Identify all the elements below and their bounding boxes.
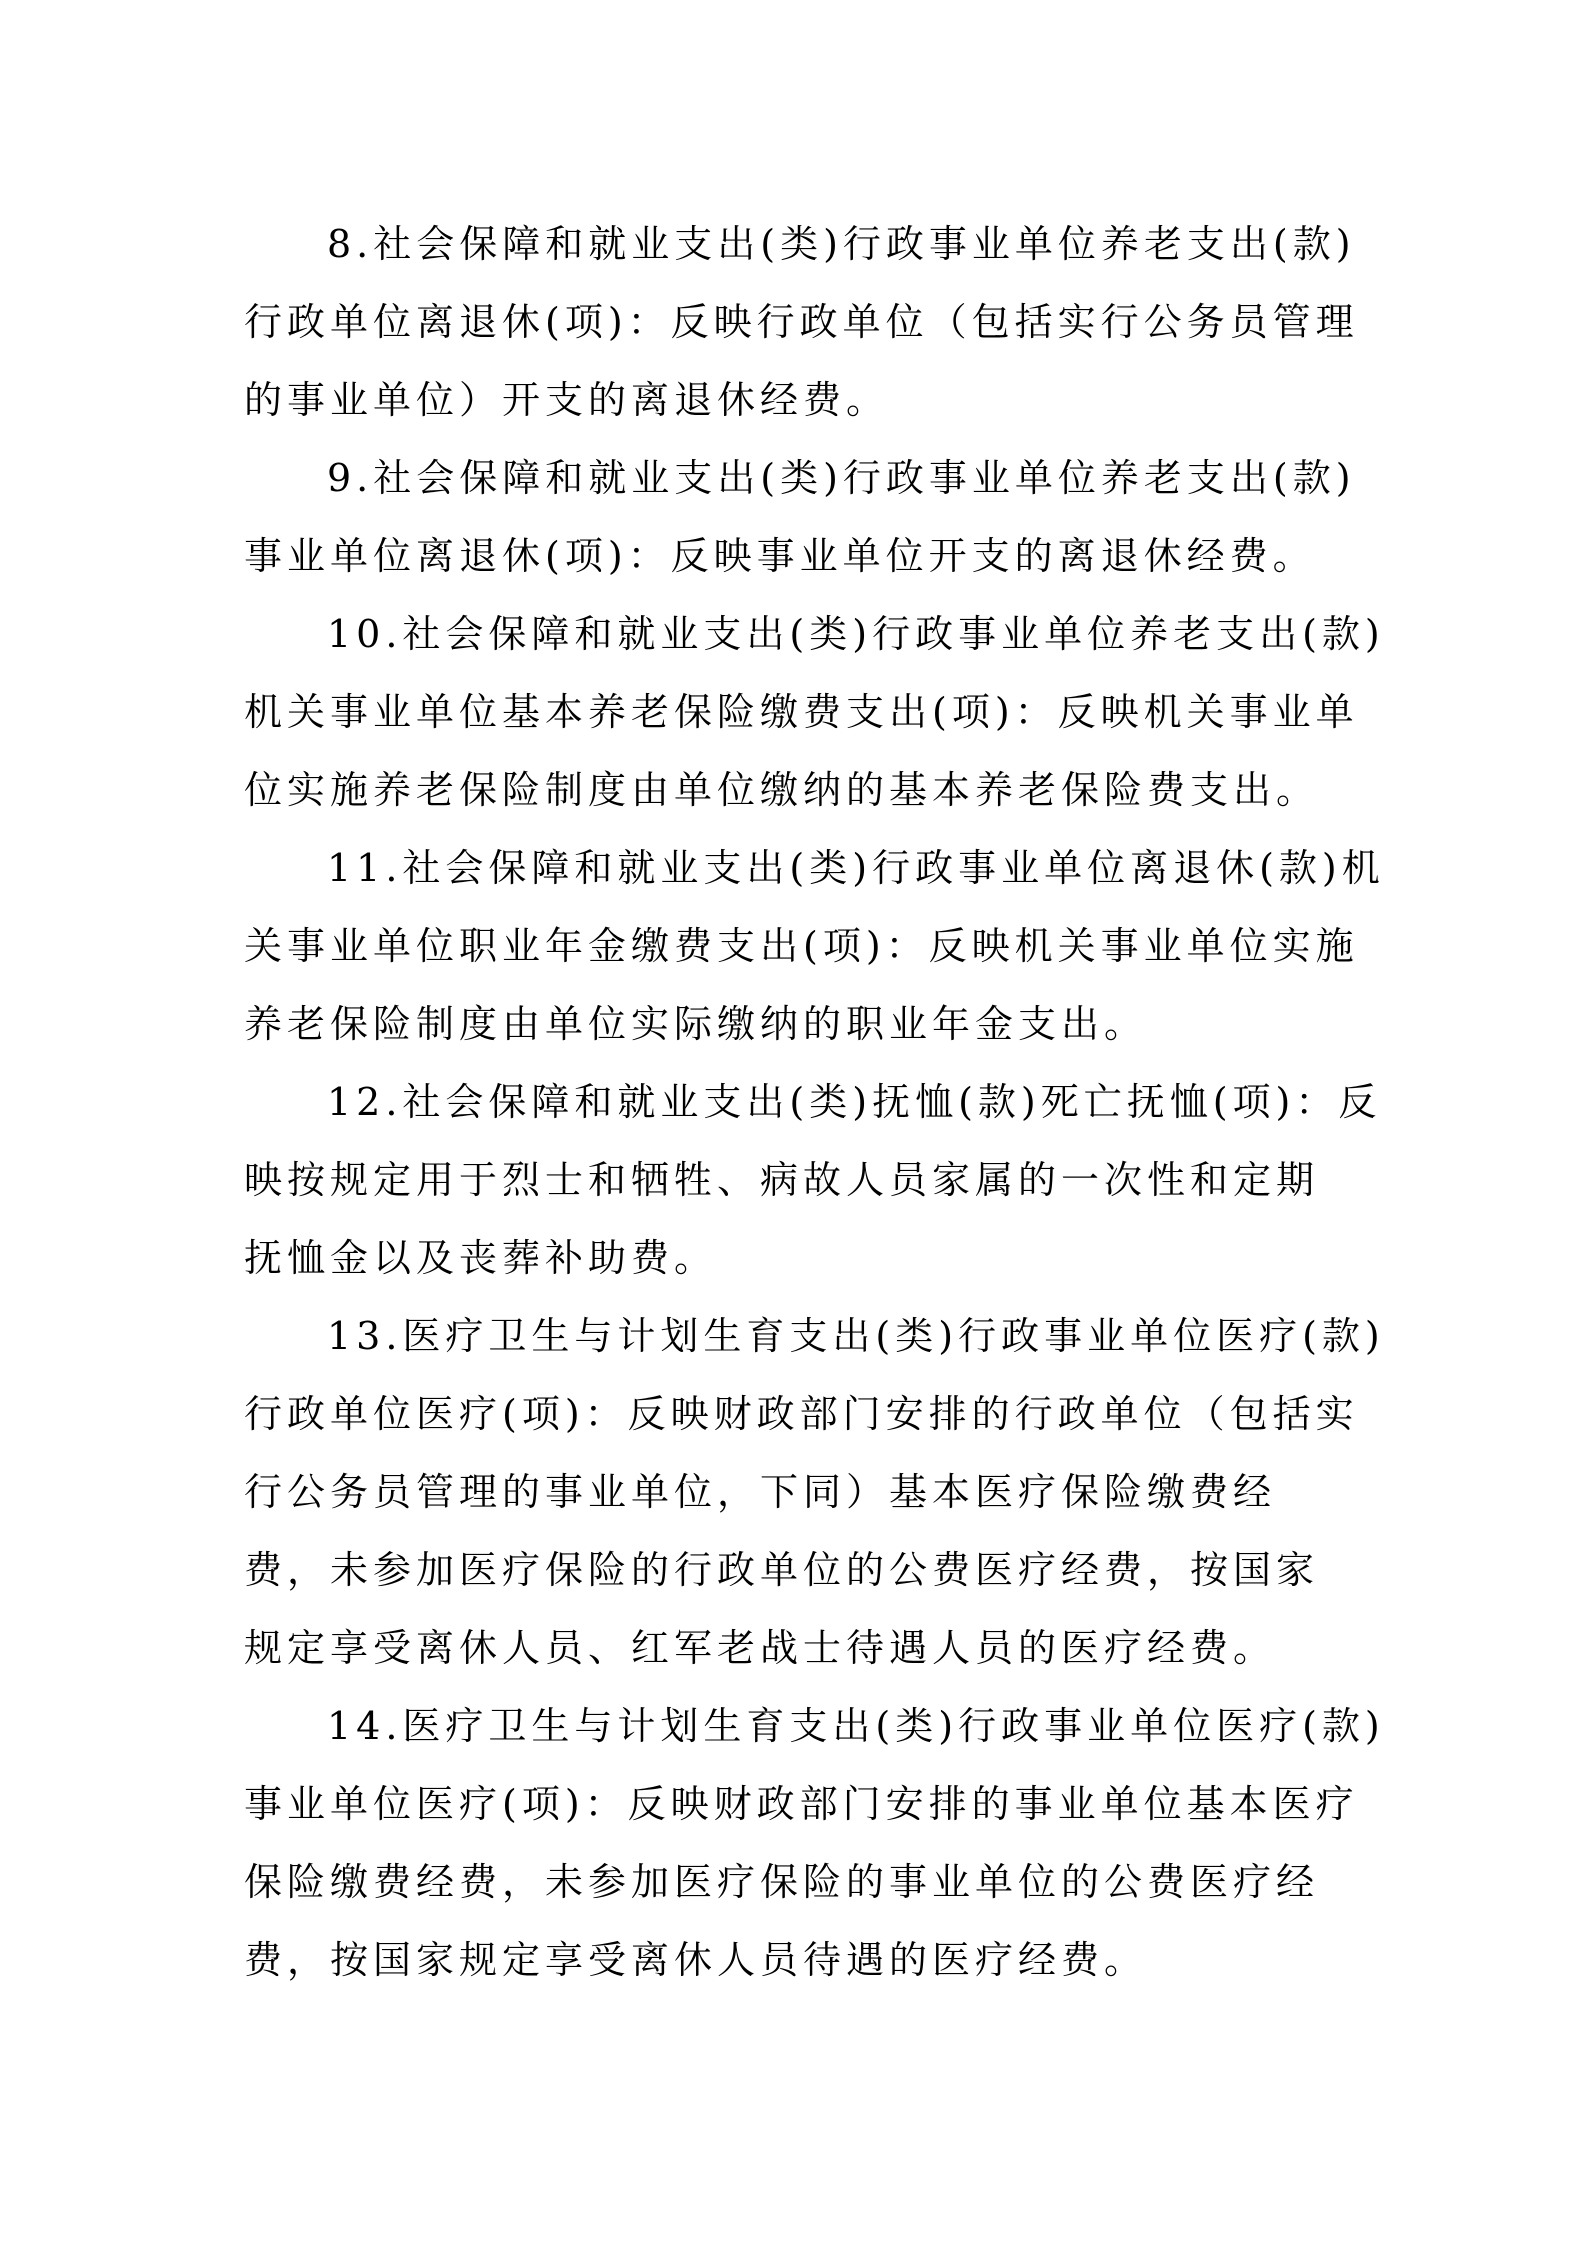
item-8-line-3: 的事业单位）开支的离退休经费。 — [244, 378, 890, 422]
item-14-line-4: 费，按国家规定享受离休人员待遇的医疗经费。 — [244, 1938, 1148, 1982]
item-12-line-1: 12.社会保障和就业支出(类)抚恤(款)死亡抚恤(项)：反 — [327, 1080, 1382, 1124]
item-13-line-3: 行公务员管理的事业单位，下同）基本医疗保险缴费经 — [244, 1470, 1277, 1514]
item-12-line-2: 映按规定用于烈士和牺牲、病故人员家属的一次性和定期 — [244, 1158, 1320, 1202]
item-14-line-1: 14.医疗卫生与计划生育支出(类)行政事业单位医疗(款) — [327, 1704, 1385, 1748]
item-13-line-2: 行政单位医疗(项)：反映财政部门安排的行政单位（包括实 — [244, 1392, 1359, 1436]
item-11-line-1: 11.社会保障和就业支出(类)行政事业单位离退休(款)机 — [327, 846, 1385, 890]
item-9-line-1: 9.社会保障和就业支出(类)行政事业单位养老支出(款) — [327, 456, 1356, 500]
item-12-line-3: 抚恤金以及丧葬补助费。 — [244, 1236, 718, 1280]
item-10-line-1: 10.社会保障和就业支出(类)行政事业单位养老支出(款) — [327, 612, 1385, 656]
item-10-line-2: 机关事业单位基本养老保险缴费支出(项)：反映机关事业单 — [244, 690, 1359, 734]
item-8-line-2: 行政单位离退休(项)：反映行政单位（包括实行公务员管理 — [244, 300, 1359, 344]
item-13-line-5: 规定享受离休人员、红军老战士待遇人员的医疗经费。 — [244, 1626, 1277, 1670]
item-13-line-4: 费，未参加医疗保险的行政单位的公费医疗经费，按国家 — [244, 1548, 1320, 1592]
item-11-line-2: 关事业单位职业年金缴费支出(项)：反映机关事业单位实施 — [244, 924, 1359, 968]
item-8-line-1: 8.社会保障和就业支出(类)行政事业单位养老支出(款) — [327, 222, 1356, 266]
item-14-line-2: 事业单位医疗(项)：反映财政部门安排的事业单位基本医疗 — [244, 1782, 1359, 1826]
item-13-line-1: 13.医疗卫生与计划生育支出(类)行政事业单位医疗(款) — [327, 1314, 1385, 1358]
item-10-line-3: 位实施养老保险制度由单位缴纳的基本养老保险费支出。 — [244, 768, 1320, 812]
item-9-line-2: 事业单位离退休(项)：反映事业单位开支的离退休经费。 — [244, 534, 1316, 578]
item-11-line-3: 养老保险制度由单位实际缴纳的职业年金支出。 — [244, 1002, 1148, 1046]
item-14-line-3: 保险缴费经费，未参加医疗保险的事业单位的公费医疗经 — [244, 1860, 1320, 1904]
